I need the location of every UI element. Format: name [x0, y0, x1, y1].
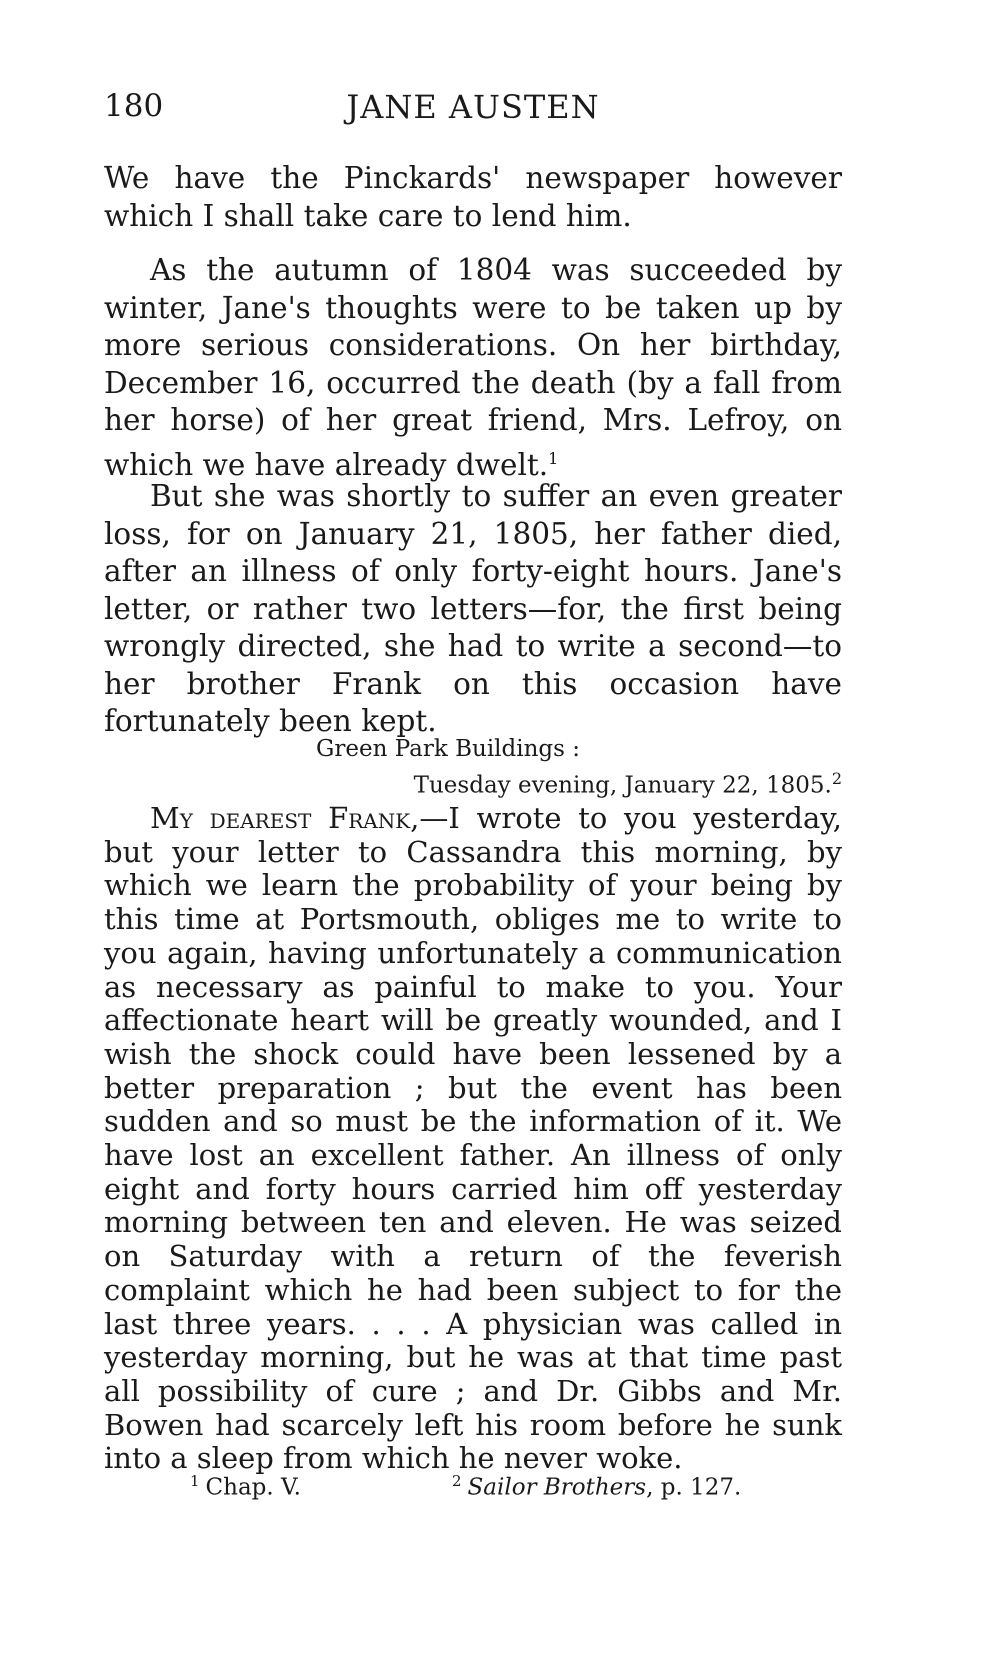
paragraph-1: We have the Pinckards' newspaper however which I shall take care to lend him.	[104, 161, 842, 233]
footnote-2-text: , p. 127.	[646, 1474, 742, 1501]
footnote-1-text: Chap. V.	[205, 1474, 301, 1501]
footnote-1-mark: 1	[190, 1472, 200, 1490]
letter-date	[414, 764, 842, 801]
letter-text: —I wrote to you yesterday, but your letter to Cassandra this morning, by which we learn the probability of your being by this time at Portsmouth, obliges me to write to you again, having unfortunately a communication as necessary as painful to make to you. Your affectionate heart will be greatly wounded, and I wish the shock could have been lessened by a better preparation ; but the event has been sudden and so must be the information of it. We have lost an excellent father. An illness of only eight and forty hours carried him off yesterday morning between ten and eleven. He was seized on Saturday with a return of the feverish complaint which he had been subject to for the last three years. . . . A physician was called in yesterday morning, but he was at that time past all possibility of cure ; and Dr. Gibbs and Mr. Bowen had scarcely left his room before he sunk into a sleep from which he never woke.	[104, 801, 842, 1476]
letter-body	[104, 802, 842, 1476]
paragraph-2	[104, 252, 842, 484]
page-header	[104, 88, 842, 138]
paragraph-2-text: As the autumn of 1804 was succeeded by winter, Jane's thoughts were to be taken up by more serious considerations. On her birthday, December 16, occurred the death (by a fall from her horse) of her great friend, Mrs. Lefroy, on which we have already dwelt.	[104, 253, 842, 482]
paragraph-3: But she was shortly to suffer an even greater loss, for on January 21, 1805, her father died, after an illness of only forty-eight hours. Jane's letter, or rather two letters—for, the first being wrongly directed, she had to write a second—to her brother Frank on this occasion have fortunately been kept.	[104, 479, 842, 738]
footnote-ref-1: 1	[548, 448, 559, 468]
footnote-2	[452, 1472, 741, 1501]
footnote-1	[190, 1472, 301, 1501]
footnote-ref-2: 2	[831, 769, 842, 788]
letter-date-text: Tuesday evening, January 22, 1805.	[413, 772, 832, 799]
letter-place: Green Park Buildings :	[316, 736, 581, 762]
footnote-2-title: Sailor Brothers	[467, 1474, 647, 1501]
letter-salutation: My dearest Frank,	[150, 801, 420, 835]
footnote-2-mark: 2	[452, 1472, 462, 1490]
running-title: JANE AUSTEN	[346, 88, 600, 126]
page-number: 180	[104, 88, 164, 124]
